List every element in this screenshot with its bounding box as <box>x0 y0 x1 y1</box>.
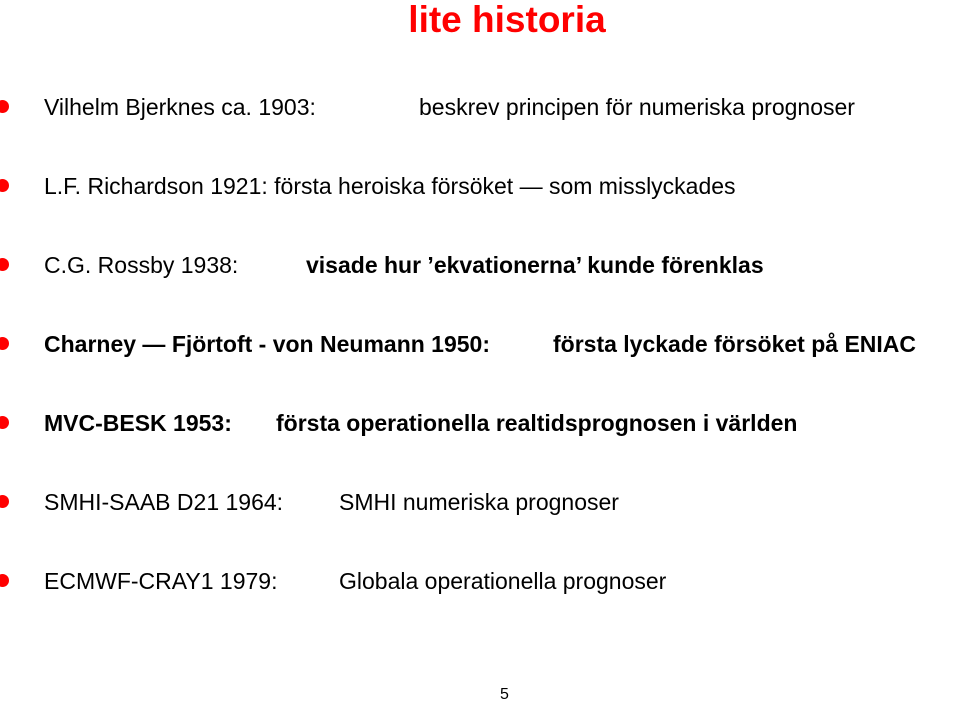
item-subject: SMHI-SAAB D21 1964: <box>44 489 284 515</box>
item-subject: Vilhelm Bjerknes ca. 1903: <box>44 94 316 120</box>
bullet-icon <box>0 416 9 429</box>
item-description: Globala operationella prognoser <box>339 568 667 594</box>
item-subject: Charney — Fjörtoft - von Neumann 1950: <box>44 331 491 357</box>
bullet-icon <box>0 179 9 192</box>
bullet-icon <box>0 100 9 113</box>
item-description: visade hur ’ekvationerna’ kunde förenklas <box>306 252 764 278</box>
slide-title: lite historia <box>408 0 606 40</box>
item-subject: L.F. Richardson 1921: första heroiska försöket — som misslyckades <box>44 173 736 199</box>
item-subject: MVC-BESK 1953: <box>44 410 232 436</box>
item-description: SMHI numeriska prognoser <box>339 489 619 515</box>
bullet-icon <box>0 574 9 587</box>
bullet-icon <box>0 495 9 508</box>
item-subject: C.G. Rossby 1938: <box>44 252 239 278</box>
item-description: beskrev principen för numeriska prognoser <box>419 94 855 120</box>
item-description: första operationella realtidsprognosen i världen <box>276 410 798 436</box>
item-description: första lyckade försöket på ENIAC <box>553 331 917 357</box>
bullet-icon <box>0 258 9 271</box>
bullet-icon <box>0 337 9 350</box>
item-subject: ECMWF-CRAY1 1979: <box>44 568 278 594</box>
page-number: 5 <box>500 686 509 703</box>
